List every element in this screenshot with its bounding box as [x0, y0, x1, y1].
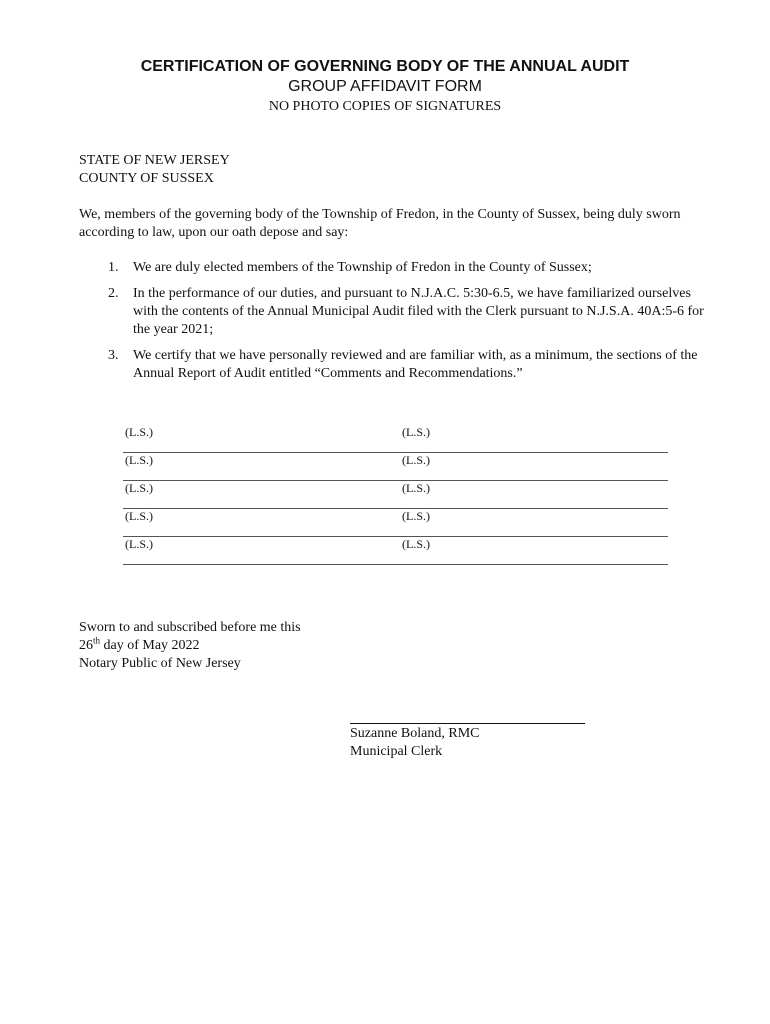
date-line	[79, 637, 200, 655]
form-title: CERTIFICATION OF GOVERNING BODY OF THE ANNUAL AUDIT	[140, 58, 630, 75]
signature-row[interactable]	[123, 536, 668, 565]
day-suffix: th	[93, 635, 101, 646]
list-item-text: We are duly elected members of the Township of Fredon in the County of Sussex;	[133, 260, 592, 275]
signature-ls-right: (L.S.)	[402, 481, 430, 495]
form-subtitle: GROUP AFFIDAVIT FORM	[288, 78, 482, 95]
list-item-text: In the performance of our duties, and pursuant to N.J.A.C. 5:30-6.5, we have familiarized ourselves with the contents of the Annual Municipal Audit filed with the Clerk pursuant to N.J.S.A. 40A:5-6 for the year 2021;	[133, 286, 704, 337]
clerk-title: Municipal Clerk	[350, 744, 443, 759]
signature-row[interactable]	[123, 424, 668, 453]
clerk-name: Suzanne Boland, RMC	[350, 726, 480, 741]
list-item-number: 3.	[108, 348, 119, 363]
signature-note: NO PHOTO COPIES OF SIGNATURES	[268, 99, 502, 114]
list-item-text: We certify that we have personally reviewed and are familiar with, as a minimum, the sections of the Annual Report of Audit entitled “Comments and Recommendations.”	[133, 348, 698, 381]
list-item-number: 2.	[108, 286, 119, 301]
sworn-statement: Sworn to and subscribed before me this	[79, 620, 301, 635]
signature-ls-left: (L.S.)	[125, 481, 153, 495]
signature-ls-left: (L.S.)	[125, 453, 153, 467]
signature-ls-left: (L.S.)	[125, 509, 153, 523]
signature-row[interactable]	[123, 508, 668, 537]
signature-ls-right: (L.S.)	[402, 537, 430, 551]
state-line: STATE OF NEW JERSEY	[79, 153, 230, 168]
day-number: 26	[79, 638, 93, 653]
notary-line: Notary Public of New Jersey	[79, 656, 241, 671]
list-item-number: 1.	[108, 260, 119, 275]
signature-row[interactable]	[123, 452, 668, 481]
signature-ls-right: (L.S.)	[402, 453, 430, 467]
signature-ls-left: (L.S.)	[125, 537, 153, 551]
county-line: COUNTY OF SUSSEX	[79, 171, 214, 186]
signature-ls-right: (L.S.)	[402, 425, 430, 439]
signature-ls-right: (L.S.)	[402, 509, 430, 523]
day-rest: day of May 2022	[100, 638, 200, 653]
signature-row[interactable]	[123, 480, 668, 509]
signature-ls-left: (L.S.)	[125, 425, 153, 439]
intro-paragraph: We, members of the governing body of the Township of Fredon, in the County of Sussex, being duly sworn according to law, upon our oath depose and say:	[79, 207, 681, 240]
clerk-signature-line[interactable]	[350, 723, 585, 724]
